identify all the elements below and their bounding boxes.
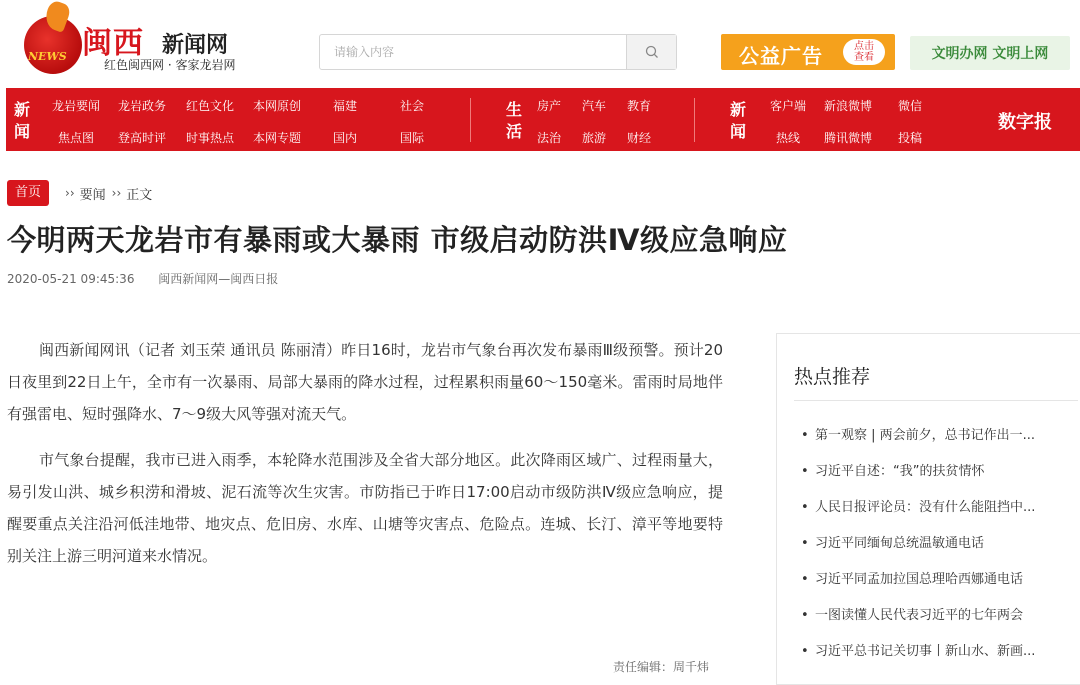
article-paragraph: 闽西新闻网讯（记者 刘玉荣 通讯员 陈丽清）昨日16时，龙岩市气象台再次发布暴雨Ⅲ级预警。预计20日夜里到22日上午，全市有一次暴雨、局部大暴雨的降水过程，过程累积雨量60～150毫米。雷雨时局地伴有强雷电、短时强降水、7～9级大风等强对流天气。 xyxy=(7,341,723,423)
hot-recommend-item-label[interactable]: 习近平自述：“我”的扶贫情怀 xyxy=(815,464,985,479)
ad-title: 公益广告 xyxy=(739,44,823,68)
nav-group-life-title-1: 生 xyxy=(505,100,522,119)
nav-group-news-title-1: 新 xyxy=(13,100,30,119)
hot-recommend-item[interactable] xyxy=(801,496,1059,532)
ad-button-line1: 点击 xyxy=(854,41,874,52)
hot-recommend-title: 热点推荐 xyxy=(794,366,871,388)
search-input[interactable] xyxy=(320,35,626,69)
bullet-icon: • xyxy=(801,500,809,515)
hot-recommend-item-label[interactable]: 习近平同孟加拉国总理哈西娜通电话 xyxy=(815,572,1024,587)
ad-button-line2: 查看 xyxy=(854,52,874,63)
bullet-icon: • xyxy=(801,536,809,551)
public-ad-banner[interactable] xyxy=(721,34,895,70)
search-icon xyxy=(645,45,659,59)
site-header xyxy=(0,0,1080,88)
civil-banner[interactable] xyxy=(910,36,1070,70)
nav-item[interactable]: 红色文化 xyxy=(186,99,235,113)
civil-banner-text: 文明办网 文明上网 xyxy=(931,46,1049,62)
nav-item[interactable]: 教育 xyxy=(627,99,652,113)
nav-item[interactable]: 腾讯微博 xyxy=(824,131,873,145)
nav-item[interactable]: 焦点图 xyxy=(58,131,95,145)
bullet-icon: • xyxy=(801,572,809,587)
article-source[interactable]: 闽西新闻网—闽西日报 xyxy=(158,272,279,286)
bullet-icon: • xyxy=(801,464,809,479)
breadcrumb xyxy=(7,180,152,206)
nav-item[interactable]: 微信 xyxy=(898,99,923,113)
logo-site-name: 新闻网 xyxy=(162,33,229,58)
ad-view-button[interactable] xyxy=(843,39,885,65)
article-datetime: 2020-05-21 09:45:36 xyxy=(7,272,135,286)
logo-emblem-icon xyxy=(24,16,82,74)
logo-name: 闽西 xyxy=(82,26,144,61)
nav-item[interactable]: 投稿 xyxy=(898,131,923,145)
hot-recommend-item[interactable] xyxy=(801,640,1059,676)
hot-recommend-item-label[interactable]: 人民日报评论员：没有什么能阻挡中... xyxy=(815,500,1036,515)
hot-recommend-divider xyxy=(794,400,1078,401)
nav-item[interactable]: 热线 xyxy=(776,131,801,145)
article-title: 今明两天龙岩市有暴雨或大暴雨 市级启动防洪Ⅳ级应急响应 xyxy=(7,223,788,257)
nav-item[interactable]: 法治 xyxy=(537,131,562,145)
nav-item[interactable]: 财经 xyxy=(627,131,652,145)
nav-item[interactable]: 龙岩政务 xyxy=(118,99,167,113)
hot-recommend-item[interactable] xyxy=(801,532,1059,568)
bullet-icon: • xyxy=(801,428,809,443)
nav-item[interactable]: 登高时评 xyxy=(118,131,167,145)
nav-item[interactable]: 旅游 xyxy=(582,131,607,145)
breadcrumb-separator: ›› xyxy=(65,186,75,200)
nav-group-media-title-2: 闻 xyxy=(729,122,746,141)
nav-item[interactable]: 本网专题 xyxy=(253,131,302,145)
hot-recommend-item-label[interactable]: 第一观察 | 两会前夕，总书记作出一... xyxy=(815,428,1036,443)
hot-recommend-item[interactable] xyxy=(801,460,1059,496)
article-editor: 责任编辑：周千炜 xyxy=(613,660,710,674)
bullet-icon: • xyxy=(801,644,809,659)
hot-recommend-item-label[interactable]: 习近平总书记关切事丨新山水、新画... xyxy=(815,644,1036,659)
logo-flame-icon xyxy=(42,0,72,33)
hot-recommend-item[interactable] xyxy=(801,424,1059,460)
nav-item[interactable]: 汽车 xyxy=(582,99,607,113)
search-button[interactable] xyxy=(626,35,676,69)
nav-group-media-title-1: 新 xyxy=(729,100,746,119)
breadcrumb-section[interactable]: 要闻 xyxy=(79,187,106,203)
nav-item[interactable]: 社会 xyxy=(400,99,425,113)
article-paragraph: 市气象台提醒，我市已进入雨季，本轮降水范围涉及全省大部分地区。此次降雨区域广、过程雨量大，易引发山洪、城乡积涝和滑坡、泥石流等次生灾害。市防指已于昨日17:00启动市级防洪Ⅳ级应急响应，提醒要重点关注沿河低洼地带、地灾点、危旧房、水库、山塘等灾害点、危险点。连城、长汀、漳平等地要特别关注上游三明河道来水情况。 xyxy=(7,451,723,565)
nav-item[interactable]: 时事热点 xyxy=(186,131,235,145)
search-box xyxy=(319,34,677,70)
nav-group-life-title-2: 活 xyxy=(505,122,522,141)
nav-item[interactable]: 福建 xyxy=(333,99,358,113)
site-logo[interactable] xyxy=(24,6,254,76)
hot-recommend-item-label[interactable]: 习近平同缅甸总统温敏通电话 xyxy=(815,536,985,551)
nav-item[interactable]: 国内 xyxy=(333,131,358,145)
hot-recommend-panel xyxy=(776,333,1080,685)
hot-recommend-list xyxy=(801,424,1059,676)
hot-recommend-item[interactable] xyxy=(801,604,1059,640)
nav-divider xyxy=(470,98,471,142)
logo-news-text: NEWS xyxy=(28,50,67,63)
main-nav xyxy=(6,88,1080,151)
nav-divider xyxy=(694,98,695,142)
nav-item[interactable]: 房产 xyxy=(537,99,562,113)
logo-slogan: 红色闽西网 · 客家龙岩网 xyxy=(104,58,236,72)
nav-item[interactable]: 国际 xyxy=(400,131,425,145)
hot-recommend-item-label[interactable]: 一图读懂人民代表习近平的七年两会 xyxy=(815,608,1024,623)
nav-item[interactable]: 客户端 xyxy=(770,99,807,113)
breadcrumb-current: 正文 xyxy=(126,187,153,203)
breadcrumb-home[interactable]: 首页 xyxy=(7,180,49,206)
bullet-icon: • xyxy=(801,608,809,623)
hot-recommend-item[interactable] xyxy=(801,568,1059,604)
nav-item[interactable]: 新浪微博 xyxy=(824,99,873,113)
nav-item[interactable]: 本网原创 xyxy=(253,99,302,113)
nav-group-news-title-2: 闻 xyxy=(13,122,30,141)
digital-newspaper-link[interactable]: 数字报 xyxy=(998,112,1052,133)
nav-item[interactable]: 龙岩要闻 xyxy=(52,99,101,113)
article-body xyxy=(7,334,723,586)
breadcrumb-separator: ›› xyxy=(111,186,122,200)
article-meta xyxy=(7,270,278,287)
